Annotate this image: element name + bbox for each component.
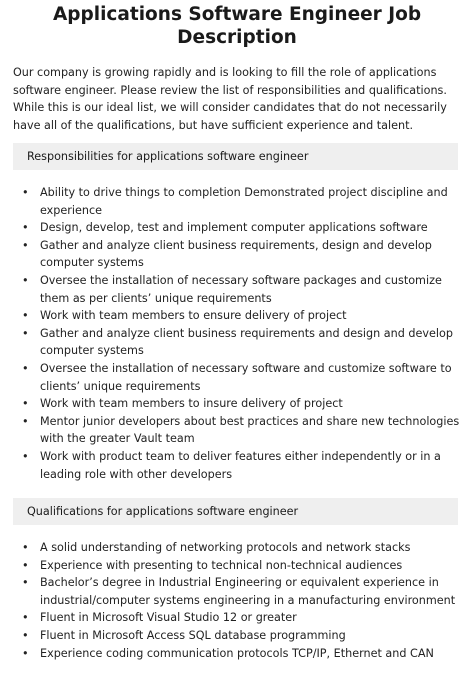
list-item: • Ability to drive things to completion Demonstrated project discipline and experience	[18, 184, 466, 219]
list-item: • A solid understanding of networking protocols and network stacks	[18, 539, 466, 557]
qualifications-heading: Qualifications for applications software engineer	[13, 498, 458, 525]
list-item: • Work with product team to deliver features either independently or in a leading role with other developers	[18, 448, 466, 483]
list-item: • Design, develop, test and implement computer applications software	[18, 219, 466, 237]
list-item: • Fluent in Microsoft Visual Studio 12 or greater	[18, 609, 466, 627]
list-item: • Mentor junior developers about best practices and share new technologies with the greater Vault team	[18, 413, 466, 448]
qualifications-list	[18, 539, 466, 662]
list-item: • Gather and analyze client business requirements and design and develop computer systems	[18, 325, 466, 360]
responsibilities-list	[18, 184, 466, 483]
list-item: • Gather and analyze client business requirements, design and develop computer systems	[18, 237, 466, 272]
responsibilities-heading: Responsibilities for applications software engineer	[13, 143, 458, 170]
list-item: • Oversee the installation of necessary software and customize software to clients’ unique requirements	[18, 360, 466, 395]
list-item: • Fluent in Microsoft Access SQL database programming	[18, 627, 466, 645]
list-item: • Oversee the installation of necessary software packages and customize them as per clients’ unique requirements	[18, 272, 466, 307]
page-title: Applications Software Engineer Job Description	[52, 4, 422, 48]
list-item: • Bachelor’s degree in Industrial Engineering or equivalent experience in industrial/computer systems engineering in a manufacturing environment	[18, 574, 466, 609]
list-item: • Experience with presenting to technical non-technical audiences	[18, 557, 466, 575]
list-item: • Work with team members to ensure delivery of project	[18, 307, 466, 325]
list-item: • Experience coding communication protocols TCP/IP, Ethernet and CAN	[18, 645, 466, 663]
list-item: • Work with team members to insure delivery of project	[18, 395, 466, 413]
intro-paragraph: Our company is growing rapidly and is looking to fill the role of applications software engineer. Please review the list of responsibilities and qualifications. While this is our ideal list, we will consider candidates that do not necessarily have all of the qualifications, but have sufficient experience and talent.	[13, 66, 447, 132]
